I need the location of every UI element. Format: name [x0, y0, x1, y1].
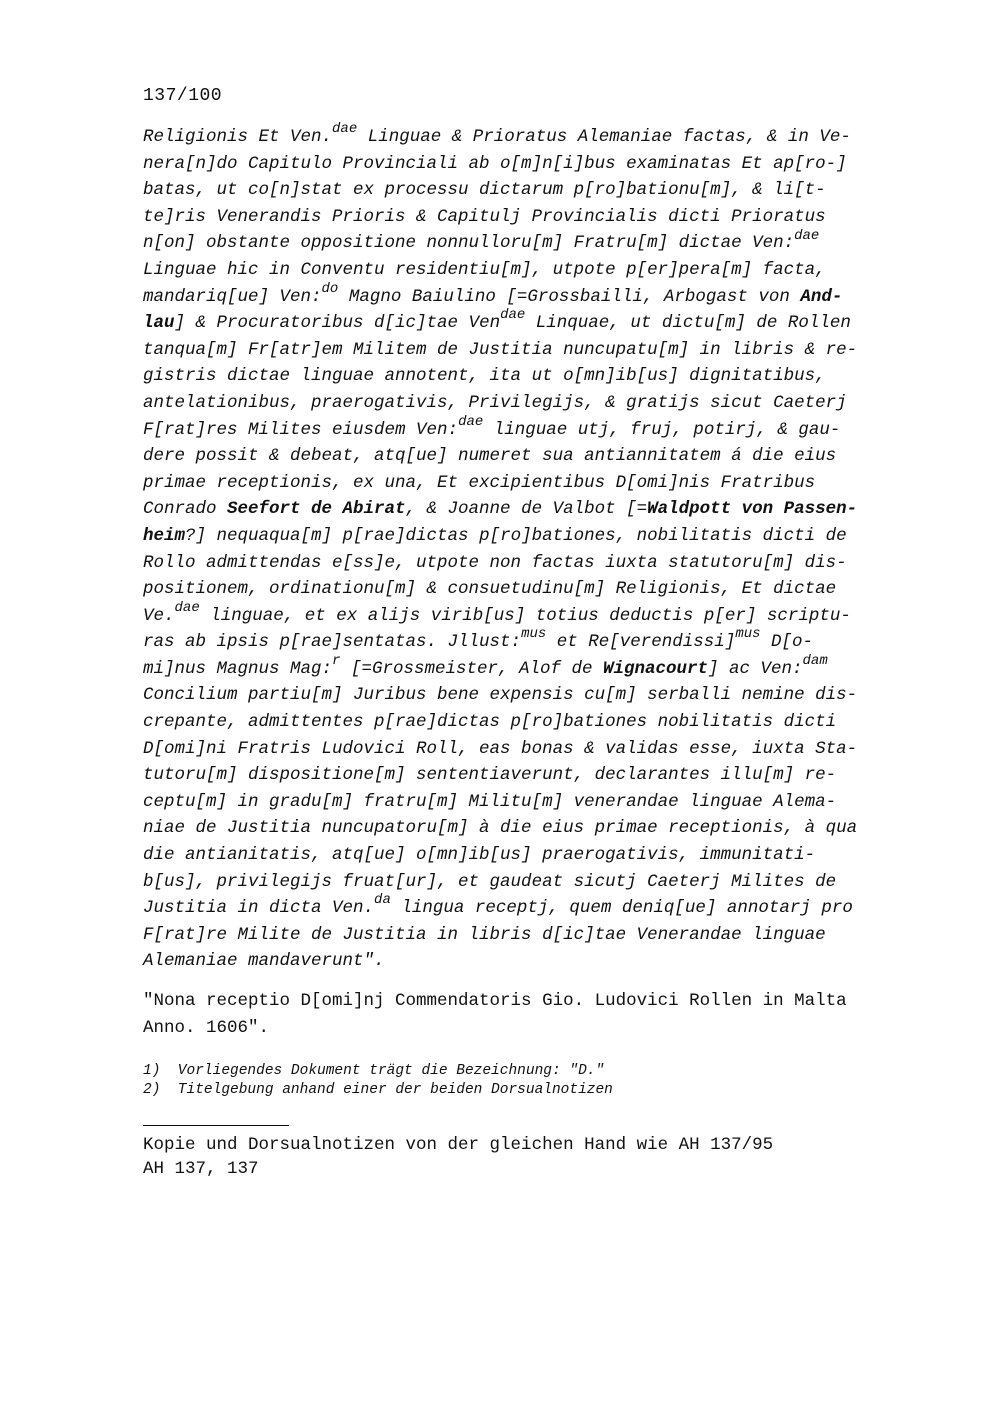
- text-segment: ] ac Ven:: [708, 658, 803, 679]
- text-segment: linguae utj, fruj, potirj, & gau-: [483, 419, 841, 440]
- text-line: [143, 177, 903, 204]
- superscript: dae: [794, 227, 820, 244]
- text-segment: primae receptionis, ex una, Et excipientibus D[omi]nis Fratribus: [143, 472, 816, 493]
- text-segment: F[rat]re Milite de Justitia in libris d[ic]tae Venerandae linguae: [143, 924, 826, 945]
- text-line: [143, 204, 903, 231]
- text-line: [143, 443, 903, 470]
- footnote-separator: [143, 1125, 289, 1126]
- closing-line: Anno. 1606".: [143, 1017, 270, 1038]
- bold-name: heim: [143, 525, 186, 546]
- superscript: r: [332, 653, 341, 670]
- text-segment: crepante, admittentes p[rae]dictas p[ro]bationes nobilitatis dicti: [143, 712, 837, 733]
- page-number: 137/100: [143, 86, 223, 106]
- text-line: [143, 413, 903, 444]
- text-segment: [=Grossmeister, Alof de: [340, 658, 603, 679]
- text-segment: Concilium partiu[m] Juribus bene expensis cu[m] serballi nemine dis-: [143, 685, 858, 706]
- text-segment: nera[n]do Capitulo Provinciali ab o[m]n[i]bus examinatas Et ap[ro-]: [143, 153, 847, 174]
- text-line: [143, 550, 903, 577]
- text-segment: D[o-: [760, 632, 814, 653]
- text-segment: dere possit & debeat, atq[ue] numeret sua antiannitatem á die eius: [143, 446, 837, 467]
- text-segment: positionem, ordinationu[m] & consuetudinu[m] Religionis, Et dictae: [143, 579, 837, 600]
- text-line: [143, 151, 903, 178]
- text-segment: ] & Procuratoribus d[ic]tae Ven: [174, 313, 501, 334]
- text-segment: linguae, et ex alijs virib[us] totius deductis p[er] scriptu-: [199, 605, 851, 626]
- superscript: dae: [174, 599, 200, 616]
- text-segment: Ve.: [143, 605, 175, 626]
- text-line: [143, 682, 903, 709]
- text-segment: mandariq[ue] Ven:: [143, 286, 322, 307]
- footnote: 2) Titelgebung anhand einer der beiden Dorsualnotizen: [143, 1082, 613, 1098]
- bold-name: And-: [800, 286, 843, 307]
- text-segment: Rollo admittendas e[ss]e, utpote non factas iuxta statutoru[m] dis-: [143, 552, 847, 573]
- text-line: [143, 709, 903, 736]
- text-line: [143, 576, 903, 603]
- text-segment: et Re[verendissi]: [546, 632, 736, 653]
- bold-name: Waldpott von Passen-: [647, 499, 858, 520]
- bold-name: lau: [143, 313, 175, 334]
- text-line: [143, 363, 903, 390]
- text-line: [143, 789, 903, 816]
- text-segment: mi]nus Magnus Mag:: [143, 658, 333, 679]
- text-segment: b[us], privilegijs fruat[ur], et gaudeat sicutj Caeterj Milites de: [143, 871, 837, 892]
- text-segment: ceptu[m] in gradu[m] fratru[m] Militu[m] venerandae linguae Alema-: [143, 791, 837, 812]
- text-segment: batas, ut co[n]stat ex processu dictarum p[ro]bationu[m], & li[t-: [143, 180, 826, 201]
- text-segment: Religionis Et Ven.: [143, 127, 333, 147]
- text-line: [143, 470, 903, 497]
- text-line: [143, 869, 903, 896]
- superscript: mus: [735, 626, 761, 643]
- text-segment: die antianitatis, atq[ue] o[mn]ib[us] praerogativis, immunitati-: [143, 845, 816, 866]
- text-line: [143, 815, 903, 842]
- text-segment: D[omi]ni Fratris Ludovici Roll, eas bonas & validas esse, iuxta Sta-: [143, 738, 858, 759]
- text-segment: Alemaniae mandaverunt".: [143, 951, 385, 972]
- text-segment: Conrado: [143, 499, 228, 520]
- text-line: [143, 653, 903, 683]
- text-line: [143, 257, 903, 284]
- closing-line: "Nona receptio D[omi]nj Commendatoris Gio. Ludovici Rollen in Malta: [143, 991, 847, 1011]
- superscript: dae: [500, 307, 526, 324]
- text-segment: tanqua[m] Fr[atr]em Militem de Justitia nuncupatu[m] in libris & re-: [143, 339, 858, 360]
- text-line: [143, 337, 903, 364]
- text-segment: ?] nequaqua[m] p[rae]dictas p[ro]bationes, nobilitatis dicti de: [185, 525, 847, 546]
- text-segment: lingua receptj, quem deniq[ue] annotarj pro: [390, 898, 853, 919]
- text-segment: Linquae, ut dictu[m] de Rollen: [525, 313, 851, 334]
- text-line: [143, 842, 903, 869]
- text-line: [143, 307, 903, 337]
- text-segment: Linguae & Prioratus Alemaniae factas, & in Ve-: [357, 127, 851, 147]
- superscript: do: [321, 280, 339, 297]
- superscript: dae: [332, 121, 358, 138]
- text-line: [143, 121, 903, 151]
- bold-name: Wignacourt: [602, 658, 709, 679]
- text-line: [143, 523, 903, 550]
- text-segment: gistris dictae linguae annotent, ita ut o[mn]ib[us] dignitatibus,: [143, 366, 826, 387]
- bold-name: Seefort de Abirat: [227, 499, 406, 520]
- text-segment: F[rat]res Milites eiusdem Ven:: [143, 419, 459, 440]
- text-line: [143, 922, 903, 949]
- superscript: dae: [458, 413, 484, 430]
- text-segment: te]ris Venerandis Prioris & Capitulj Provincialis dicti Prioratus: [143, 206, 826, 227]
- text-segment: tutoru[m] dispositione[m] sententiaverunt, declarantes illu[m] re-: [143, 765, 837, 786]
- note-line: AH 137, 137: [143, 1159, 259, 1179]
- superscript: mus: [521, 626, 547, 643]
- footnote: 1) Vorliegendes Dokument trägt die Bezeichnung: "D.": [143, 1063, 605, 1079]
- text-segment: Magno Baiulino [=Grossbailli, Arbogast von: [338, 286, 801, 307]
- text-line: [143, 227, 903, 257]
- superscript: da: [374, 892, 391, 909]
- text-segment: Linguae hic in Conventu residentiu[m], utpote p[er]pera[m] facta,: [143, 259, 826, 280]
- archival-notes: [143, 1133, 773, 1181]
- text-line: [143, 892, 903, 922]
- superscript: dam: [802, 653, 828, 670]
- text-segment: , & Joanne de Valbot [=: [405, 499, 648, 520]
- note-line: Kopie und Dorsualnotizen von der gleichen Hand wie AH 137/95: [143, 1135, 774, 1155]
- text-line: [143, 762, 903, 789]
- text-line: [143, 736, 903, 763]
- main-text: [143, 121, 903, 975]
- text-line: [143, 948, 903, 975]
- text-segment: niae de Justitia nuncupatoru[m] à die eius primae receptionis, à qua: [143, 818, 858, 839]
- closing-text: [143, 988, 847, 1041]
- text-line: [143, 626, 903, 656]
- text-segment: antelationibus, praerogativis, Privilegijs, & gratijs sicut Caeterj: [143, 392, 847, 413]
- text-line: [143, 496, 903, 523]
- footnotes: [143, 1062, 613, 1100]
- text-line: [143, 390, 903, 417]
- text-segment: n[on] obstante oppositione nonnulloru[m] Fratru[m] dictae Ven:: [143, 233, 795, 254]
- text-segment: ras ab ipsis p[rae]sentatas. Jllust:: [143, 632, 522, 653]
- text-segment: Justitia in dicta Ven.: [143, 898, 375, 919]
